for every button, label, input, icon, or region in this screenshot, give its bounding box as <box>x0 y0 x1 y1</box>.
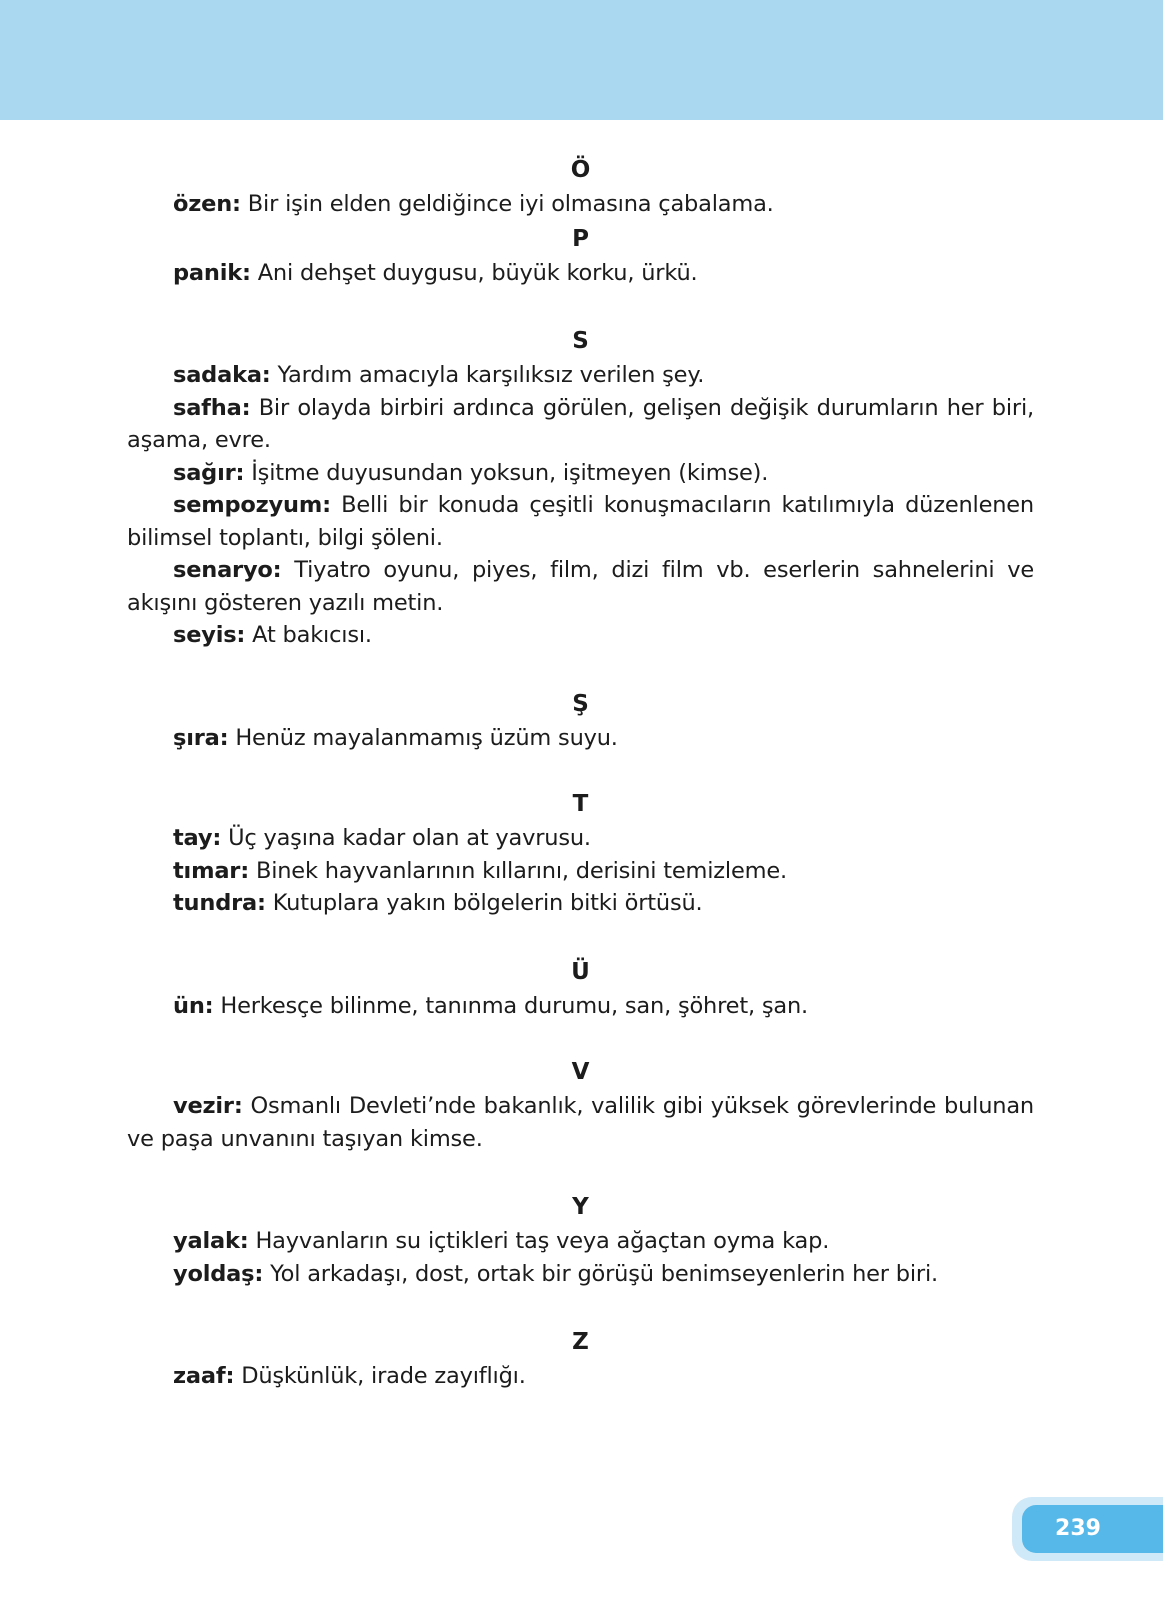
entry-definition: At bakıcısı. <box>245 622 372 648</box>
glossary-entry <box>127 554 1034 619</box>
glossary-entry <box>127 822 1034 855</box>
spacer <box>127 1155 1034 1189</box>
section-letter: Z <box>572 1329 589 1355</box>
spacer <box>127 920 1034 954</box>
section-letter: P <box>572 225 589 252</box>
entry-term: panik: <box>173 259 251 286</box>
entry-definition: Yol arkadaşı, dost, ortak bir görüşü benimseyenlerin her biri. <box>263 1260 938 1287</box>
entry-term: tundra: <box>173 890 266 916</box>
entry-term: senaryo: <box>173 557 282 583</box>
entry-term: yalak: <box>173 1228 249 1254</box>
entry-definition: İşitme duyusundan yoksun, işitmeyen (kimse). <box>244 459 769 486</box>
entry-term: sempozyum: <box>173 492 331 518</box>
header-band <box>0 0 1163 120</box>
entry-definition: Herkesçe bilinme, tanınma durumu, san, şöhret, şan. <box>213 992 808 1019</box>
entry-definition: Tiyatro oyunu, piyes, film, dizi film vb. eserlerin sahnelerini ve akışını gösteren yazılı metin. <box>127 557 1034 616</box>
entry-term: sağır: <box>173 459 245 486</box>
entry-term: ün: <box>173 992 214 1019</box>
page-number: 239 <box>1055 1516 1101 1541</box>
entry-term: vezir: <box>173 1093 243 1119</box>
glossary-entry <box>127 257 1034 290</box>
entry-term: seyis: <box>173 622 246 648</box>
spacer <box>127 652 1034 686</box>
glossary-entry <box>127 489 1034 554</box>
spacer <box>127 1290 1034 1324</box>
glossary-entry <box>127 619 1034 652</box>
spacer <box>127 289 1034 323</box>
entry-definition: Kutuplara yakın bölgelerin bitki örtüsü. <box>265 890 703 916</box>
glossary-entry <box>127 392 1034 457</box>
glossary-entry <box>127 722 1034 755</box>
glossary-entry <box>127 359 1034 392</box>
glossary-entry <box>127 855 1034 888</box>
entry-term: tımar: <box>173 857 249 884</box>
section-letter: T <box>572 791 589 817</box>
section-letter: Ö <box>570 157 591 183</box>
entry-definition: Binek hayvanlarının kıllarını, derisini temizleme. <box>249 857 787 884</box>
section-letter: Ş <box>572 690 589 717</box>
entry-term: yoldaş: <box>173 1260 264 1287</box>
entry-definition: Düşkünlük, irade zayıflığı. <box>234 1363 526 1389</box>
entry-term: sadaka: <box>173 362 271 388</box>
glossary-entry <box>127 1090 1034 1155</box>
entry-term: zaaf: <box>173 1363 235 1389</box>
section-letter: S <box>572 328 589 354</box>
spacer <box>127 754 1034 786</box>
section-letter: Y <box>572 1194 589 1220</box>
spacer <box>127 1022 1034 1054</box>
entry-definition: Ani dehşet duygusu, büyük korku, ürkü. <box>250 259 698 286</box>
entry-definition: Yardım amacıyla karşılıksız verilen şey. <box>270 362 705 388</box>
section-letter: Ü <box>571 958 590 985</box>
glossary-entry <box>127 188 1034 221</box>
glossary <box>127 152 1034 1393</box>
entry-definition: Belli bir konuda çeşitli konuşmacıların katılımıyla düzenlenen bilimsel toplantı, bilgi şöleni. <box>127 492 1034 551</box>
glossary-entry <box>127 1360 1034 1393</box>
section-letter: V <box>571 1059 590 1085</box>
entry-term: tay: <box>173 825 222 851</box>
entry-definition: Osmanlı Devleti’nde bakanlık, valilik gibi yüksek görevlerinde bulunan ve paşa unvanını taşıyan kimse. <box>127 1093 1034 1152</box>
entry-term: özen: <box>173 191 241 217</box>
entry-term: şıra: <box>173 724 229 751</box>
glossary-entry <box>127 990 1034 1023</box>
entry-definition: Bir işin elden geldiğince iyi olmasına çabalama. <box>240 191 774 217</box>
page-number-badge <box>1022 1505 1163 1553</box>
entry-term: safha: <box>173 394 251 421</box>
glossary-entry <box>127 457 1034 490</box>
entry-definition: Henüz mayalanmamış üzüm suyu. <box>228 724 618 751</box>
glossary-entry <box>127 887 1034 920</box>
entry-definition: Hayvanların su içtikleri taş veya ağaçtan oyma kap. <box>248 1228 830 1254</box>
entry-definition: Bir olayda birbiri ardınca görülen, gelişen değişik durumların her biri, aşama, evre. <box>127 394 1034 453</box>
glossary-entry <box>127 1225 1034 1258</box>
entry-definition: Üç yaşına kadar olan at yavrusu. <box>221 825 591 851</box>
glossary-entry <box>127 1258 1034 1291</box>
